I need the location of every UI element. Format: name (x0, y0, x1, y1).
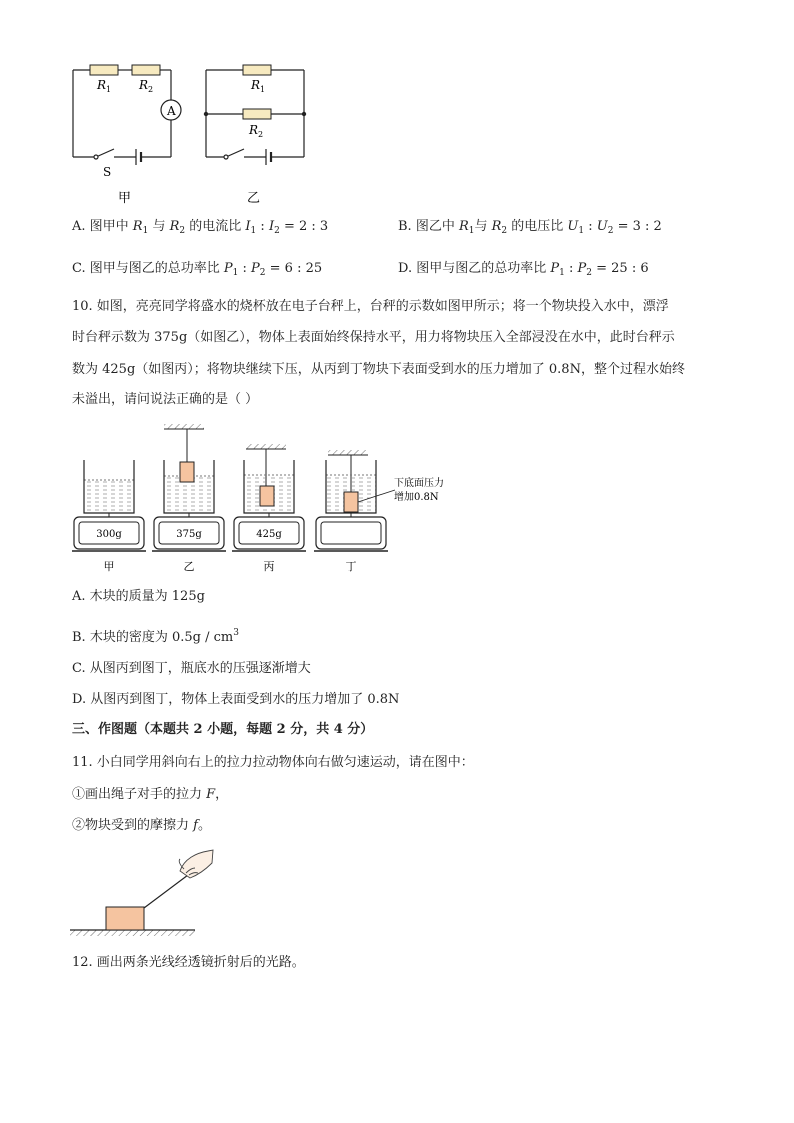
resistor-r2-yi (243, 109, 271, 119)
caption-jia: 甲 (118, 191, 132, 206)
resistor-r1-jia (90, 65, 118, 75)
ammeter-label: A (167, 104, 176, 118)
block-yi (180, 462, 194, 482)
q11-item-2: ②物块受到的摩擦力 f。 (72, 818, 211, 833)
pulling-block-figure (68, 845, 228, 940)
setup-ding (314, 450, 395, 551)
scale-reading-yi: 375g (176, 529, 202, 540)
scale-reading-jia: 300g (96, 529, 122, 540)
block-ding (344, 492, 358, 512)
caption-bing-q10: 丙 (263, 560, 275, 573)
q10-option-b: B. 木块的密度为 $0.5g / cm^3$ (72, 628, 239, 645)
r1-label-jia: $R_1$ (97, 78, 112, 94)
q9-option-a: A. 图甲中 $R_1$ 与 $R_2$ 的电流比 $I_1$ : $I_2 = 2$ : 3 (72, 219, 329, 236)
q9-option-b: B. 图乙中 $R_1$与 $R_2$ 的电压比 $U_1$ : $U_2 = 3$ : 2 (398, 219, 662, 236)
r2-label-yi: $R_2$ (249, 123, 264, 139)
caption-ding-q10: 丁 (345, 560, 357, 573)
block-bing (260, 486, 274, 506)
switch-label-jia: S (103, 165, 112, 179)
annotation-line-2: 增加0.8N (394, 492, 439, 503)
q9-option-d: D. 图甲与图乙的总功率比 $P_1$ : $P_2 = 25$ : 6 (398, 261, 649, 278)
annotation-line-1: 下底面压力 (394, 478, 444, 489)
q10-line-2: 时台秤示数为 375g（如图乙），物体上表面始终保持水平，用力将物块压入全部浸没在水中，此时台秤示 (72, 330, 675, 345)
r1-label-yi: $R_1$ (251, 78, 266, 94)
circuit-figures (60, 58, 330, 208)
q11-line-1: 11. 小白同学用斜向右上的拉力拉动物体向右做匀速运动，请在图中： (72, 755, 474, 770)
caption-yi-q10: 乙 (183, 560, 195, 573)
resistor-r1-yi (243, 65, 271, 75)
q10-line-3: 数为 425g（如图丙）；将物块继续下压，从丙到丁物块下表面受到水的压力增加了 0.8N，整个过程水始终 (72, 362, 685, 377)
q10-line-4: 未溢出，请问说法正确的是（ ） (72, 392, 259, 407)
section-3-heading: 三、作图题（本题共 2 小题，每题 2 分，共 4 分） (72, 722, 374, 737)
scale-beaker-figure (70, 420, 460, 580)
resistor-r2-jia (132, 65, 160, 75)
caption-yi: 乙 (247, 191, 261, 206)
q12-line-1: 12. 画出两条光线经透镜折射后的光路。 (72, 955, 305, 970)
r2-label-jia: $R_2$ (139, 78, 154, 94)
circuit-jia (73, 70, 181, 165)
scale-reading-bing: 425g (256, 529, 282, 540)
q10-option-d: D. 从图丙到图丁，物体上表面受到水的压力增加了 0.8N (72, 692, 400, 707)
q10-option-a: A. 木块的质量为 125g (72, 589, 205, 604)
q10-line-1: 10. 如图，亮亮同学将盛水的烧杯放在电子台秤上，台秤的示数如图甲所示；将一个物块投入水中，漂浮 (72, 299, 669, 314)
block (106, 907, 144, 930)
hand-icon (179, 850, 213, 878)
caption-jia-q10: 甲 (103, 560, 115, 573)
q10-option-c: C. 从图丙到图丁，瓶底水的压强逐渐增大 (72, 661, 311, 676)
q11-item-1: ①画出绳子对手的拉力 F， (72, 787, 229, 802)
rope (144, 875, 188, 908)
q9-option-c: C. 图甲与图乙的总功率比 $P_1$ : $P_2 = 6$ : 25 (72, 261, 323, 278)
